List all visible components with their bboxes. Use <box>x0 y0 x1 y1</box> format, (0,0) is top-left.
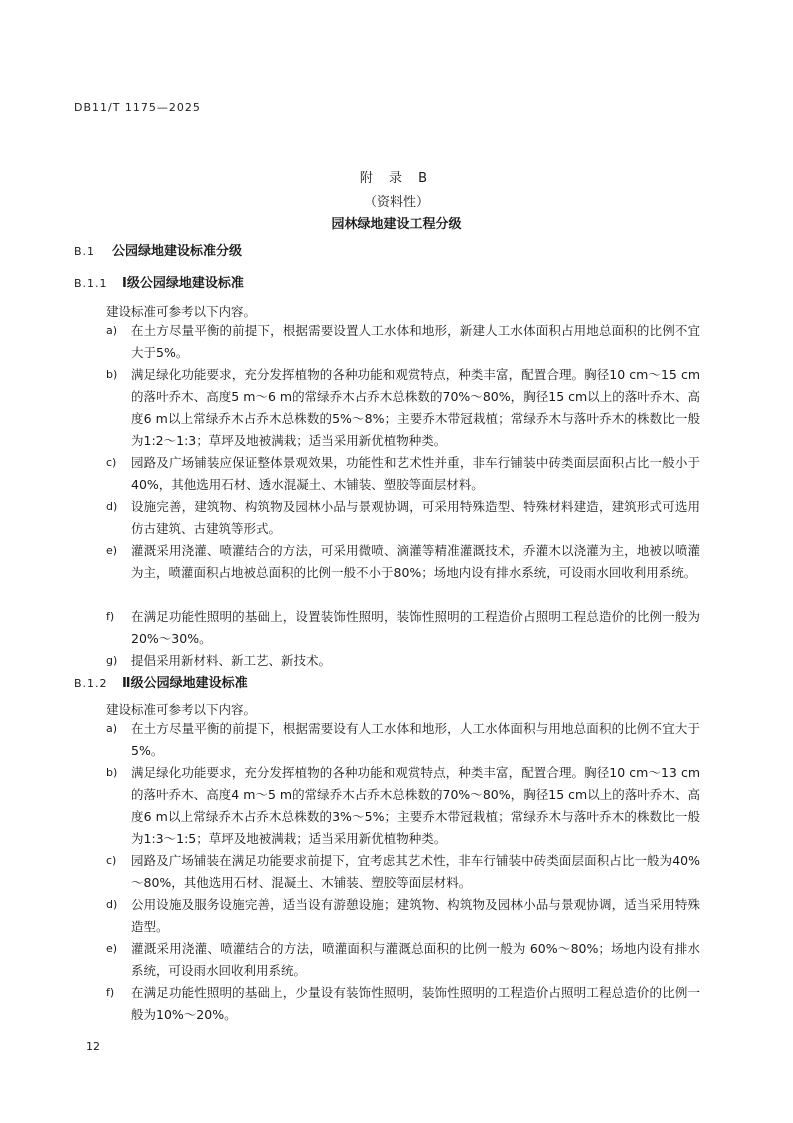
item-label: d) <box>106 898 118 911</box>
section-b11-intro: 建设标准可参考以下内容。 <box>106 304 257 319</box>
item-text: 园路及广场铺装应保证整体景观效果，功能性和艺术性并重，非车行铺装中砖类面层面积占比一般小于40%，其他选用石材、透水混凝土、木铺装、塑胶等面层材料。 <box>131 455 700 492</box>
item-text: 园路及广场铺装在满足功能要求前提下，宜考虑其艺术性，非车行铺装中砖类面层面积占比一般为40%～80%，其他选用石材、混凝土、木铺装、塑胶等面层材料。 <box>131 853 700 890</box>
page-header-code: DB11/T 1175—2025 <box>74 101 201 114</box>
section-b1-heading <box>74 240 242 259</box>
list-item <box>106 540 700 584</box>
item-label: f) <box>106 986 115 999</box>
item-label: e) <box>106 544 118 557</box>
item-label: a) <box>106 722 118 735</box>
list-item <box>106 982 700 1026</box>
appendix-title: 附 录 B <box>359 171 434 186</box>
section-b12-intro: 建设标准可参考以下内容。 <box>106 702 257 717</box>
list-item <box>106 894 700 938</box>
item-text: 提倡采用新材料、新工艺、新技术。 <box>131 653 332 668</box>
item-text: 在满足功能性照明的基础上，少量设有装饰性照明，装饰性照明的工程造价占照明工程总造价的比例一般为10%～20%。 <box>131 985 700 1022</box>
item-label: c) <box>106 854 117 867</box>
section-b11-heading <box>74 272 244 291</box>
item-text: 在土方尽量平衡的前提下，根据需要设有人工水体和地形，人工水体面积与用地总面积的比例不宜大于5%。 <box>131 721 700 758</box>
item-text: 满足绿化功能要求，充分发挥植物的各种功能和观赏特点，种类丰富，配置合理。胸径10 cm～13 cm的落叶乔木、高度4 m～5 m的常绿乔木占乔木总株数的70%～80%，胸径15 cm以上的落叶乔木、高度6 m以上常绿乔木占乔木总株数的3%～5%；主要乔木带冠栽植；常绿乔木与落叶乔木的株数比一般为1:3～1:5；草坪及地被满栽；适当采用新优植物种类。 <box>131 765 700 846</box>
list-item <box>106 938 700 982</box>
item-label: b) <box>106 368 118 381</box>
section-number: B.1 <box>74 245 96 258</box>
item-label: b) <box>106 766 118 779</box>
list-item <box>106 496 700 540</box>
item-label: g) <box>106 654 118 667</box>
item-text: 在土方尽量平衡的前提下，根据需要设置人工水体和地形，新建人工水体面积占用地总面积的比例不宜大于5%。 <box>131 323 700 360</box>
list-item <box>106 650 700 672</box>
appendix-nature: （资料性） <box>363 195 429 210</box>
item-text: 灌溉采用浇灌、喷灌结合的方法，喷灌面积与灌溉总面积的比例一般为 60%～80%；场地内设有排水系统，可设雨水回收利用系统。 <box>131 941 700 978</box>
item-label: e) <box>106 942 118 955</box>
section-number: B.1.2 <box>74 677 108 690</box>
list-item <box>106 850 700 894</box>
section-title: Ⅱ级公园绿地建设标准 <box>122 676 248 691</box>
list-item <box>106 718 700 762</box>
list-item <box>106 320 700 364</box>
page-number: 12 <box>86 1040 100 1053</box>
section-title: Ⅰ级公园绿地建设标准 <box>122 276 244 291</box>
item-label: c) <box>106 456 117 469</box>
list-item <box>106 762 700 850</box>
item-text: 满足绿化功能要求，充分发挥植物的各种功能和观赏特点，种类丰富，配置合理。胸径10 cm～15 cm的落叶乔木、高度5 m～6 m的常绿乔木占乔木总株数的70%～80%，胸径15 cm以上的落叶乔木、高度6 m以上常绿乔木占乔木总株数的5%～8%；主要乔木带冠栽植；常绿乔木与落叶乔木的株数比一般为1:2～1:3；草坪及地被满栽；适当采用新优植物种类。 <box>131 367 700 448</box>
item-text: 公用设施及服务设施完善，适当设有游憩设施；建筑物、构筑物及园林小品与景观协调，适当采用特殊造型。 <box>131 897 700 934</box>
appendix-name: 园林绿地建设工程分级 <box>331 217 462 232</box>
section-title: 公园绿地建设标准分级 <box>112 244 243 259</box>
item-label: f) <box>106 610 115 623</box>
section-b12-heading <box>74 672 248 691</box>
item-label: d) <box>106 500 118 513</box>
item-text: 设施完善，建筑物、构筑物及园林小品与景观协调，可采用特殊造型、特殊材料建造，建筑形式可选用仿古建筑、古建筑等形式。 <box>131 499 700 536</box>
list-item <box>106 364 700 452</box>
item-text: 在满足功能性照明的基础上，设置装饰性照明，装饰性照明的工程造价占照明工程总造价的比例一般为20%～30%。 <box>131 609 700 646</box>
list-item <box>106 452 700 496</box>
item-label: a) <box>106 324 118 337</box>
list-item <box>106 606 700 650</box>
section-number: B.1.1 <box>74 277 108 290</box>
item-text: 灌溉采用浇灌、喷灌结合的方法，可采用微喷、滴灌等精准灌溉技术，乔灌木以浇灌为主，地被以喷灌为主，喷灌面积占地被总面积的比例一般不小于80%；场地内设有排水系统，可设雨水回收利用系统。 <box>131 543 700 580</box>
